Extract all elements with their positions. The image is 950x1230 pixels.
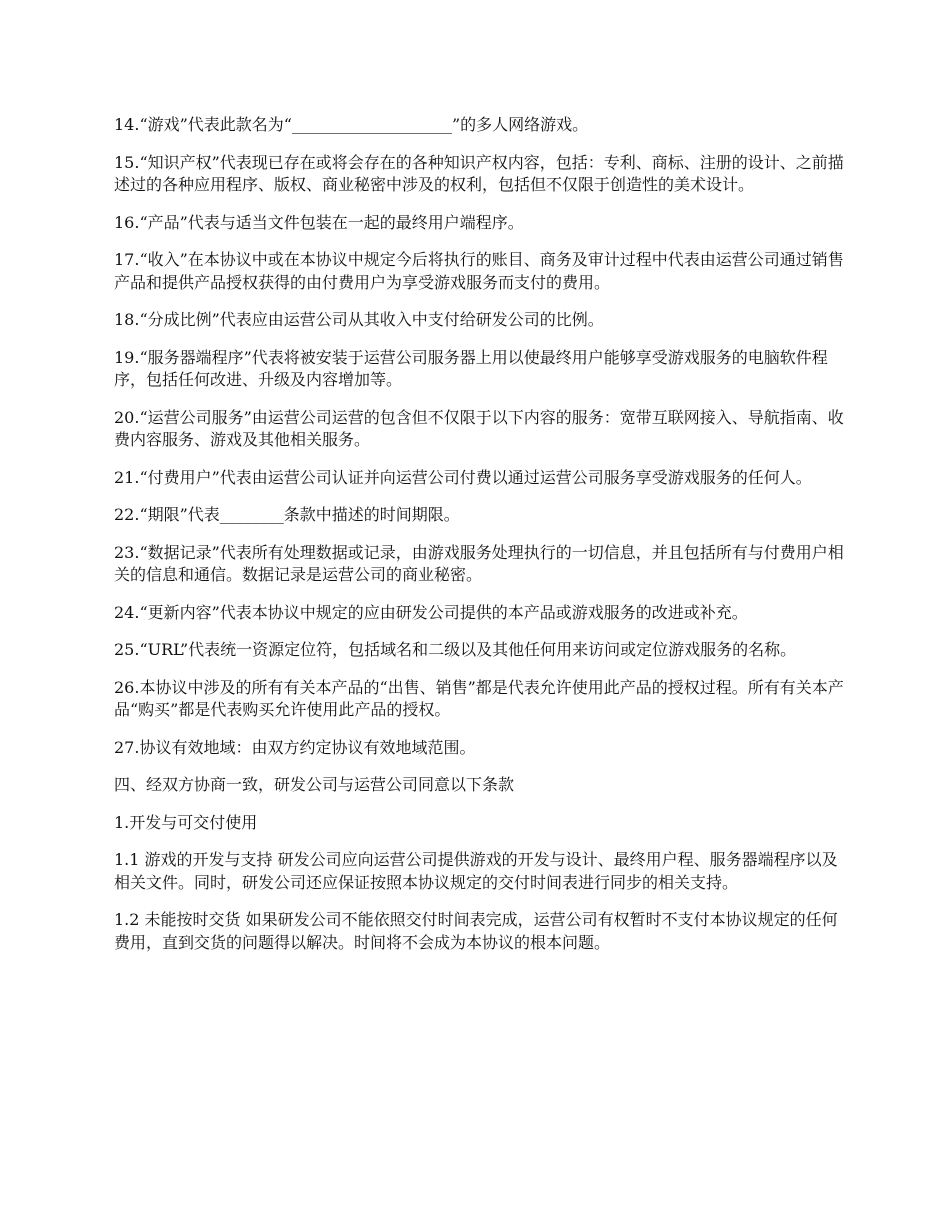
- clause-25-url: 25.“URL”代表统一资源定位符，包括域名和二级以及其他任何用来访问或定位游戏服务的名称。: [114, 640, 797, 659]
- clause-22-term: 22.“期限”代表________条款中描述的时间期限。: [114, 505, 460, 524]
- document-body: [114, 114, 850, 954]
- clause-20-operator-service: 20.“运营公司服务”由运营公司运营的包含但不仅限于以下内容的服务：宽带互联网接入、导航指南、收费内容服务、游戏及其他相关服务。: [114, 407, 844, 449]
- clause-18-revenue-share: 18.“分成比例”代表应由运营公司从其收入中支付给研发公司的比例。: [114, 310, 604, 329]
- subsection-1-heading: 1.开发与可交付使用: [114, 812, 258, 832]
- clause-14-game: 14.“游戏”代表此款名为“____________________”的多人网络游戏。: [114, 115, 589, 134]
- clause-16-product: 16.“产品”代表与适当文件包装在一起的最终用户端程序。: [114, 212, 524, 232]
- clause-23-data-records: 23.“数据记录”代表所有处理数据或记录，由游戏服务处理执行的一切信息，并且包括所有与付费用户相关的信息和通信。数据记录是运营公司的商业秘密。: [114, 542, 844, 584]
- clause-26-sale: 26.本协议中涉及的所有有关本产品的“出售、销售”都是代表允许使用此产品的授权过程。所有有关本产品“购买”都是代表购买允许使用此产品的授权。: [114, 677, 844, 719]
- clause-15-intellectual-property: 15.“知识产权”代表现已存在或将会存在的各种知识产权内容，包括：专利、商标、注册的设计、之前描述过的各种应用程序、版权、商业秘密中涉及的权利，包括但不仅限于创造性的美术设计。: [114, 152, 844, 194]
- clause-19-server-program: 19.“服务器端程序”代表将被安装于运营公司服务器上用以使最终用户能够享受游戏服务的电脑软件程序，包括任何改进、升级及内容增加等。: [114, 347, 828, 389]
- section-4-heading: 四、经双方协商一致，研发公司与运营公司同意以下条款: [114, 775, 515, 794]
- clause-1-2-late-delivery: 1.2 未能按时交货 如果研发公司不能依照交付时间表完成，运营公司有权暂时不支付本协议规定的任何费用，直到交货的问题得以解决。时间将不会成为本协议的根本问题。: [114, 910, 838, 952]
- clause-24-updates: 24.“更新内容”代表本协议中规定的应由研发公司提供的本产品或游戏服务的改进或补充。: [114, 602, 748, 622]
- clause-1-1-development: 1.1 游戏的开发与支持 研发公司应向运营公司提供游戏的开发与设计、最终用户程、服务器端程序以及相关文件。同时，研发公司还应保证按照本协议规定的交付时间表进行同步的相关支持。: [114, 850, 838, 892]
- clause-17-revenue: 17.“收入”在本协议中或在本协议中规定今后将执行的账目、商务及审计过程中代表由运营公司通过销售产品和提供产品授权获得的由付费用户为享受游戏服务而支付的费用。: [114, 250, 844, 292]
- clause-27-territory: 27.协议有效地域：由双方约定协议有效地域范围。: [114, 737, 476, 757]
- clause-21-paying-user: 21.“付费用户”代表由运营公司认证并向运营公司付费以通过运营公司服务享受游戏服务的任何人。: [114, 467, 812, 487]
